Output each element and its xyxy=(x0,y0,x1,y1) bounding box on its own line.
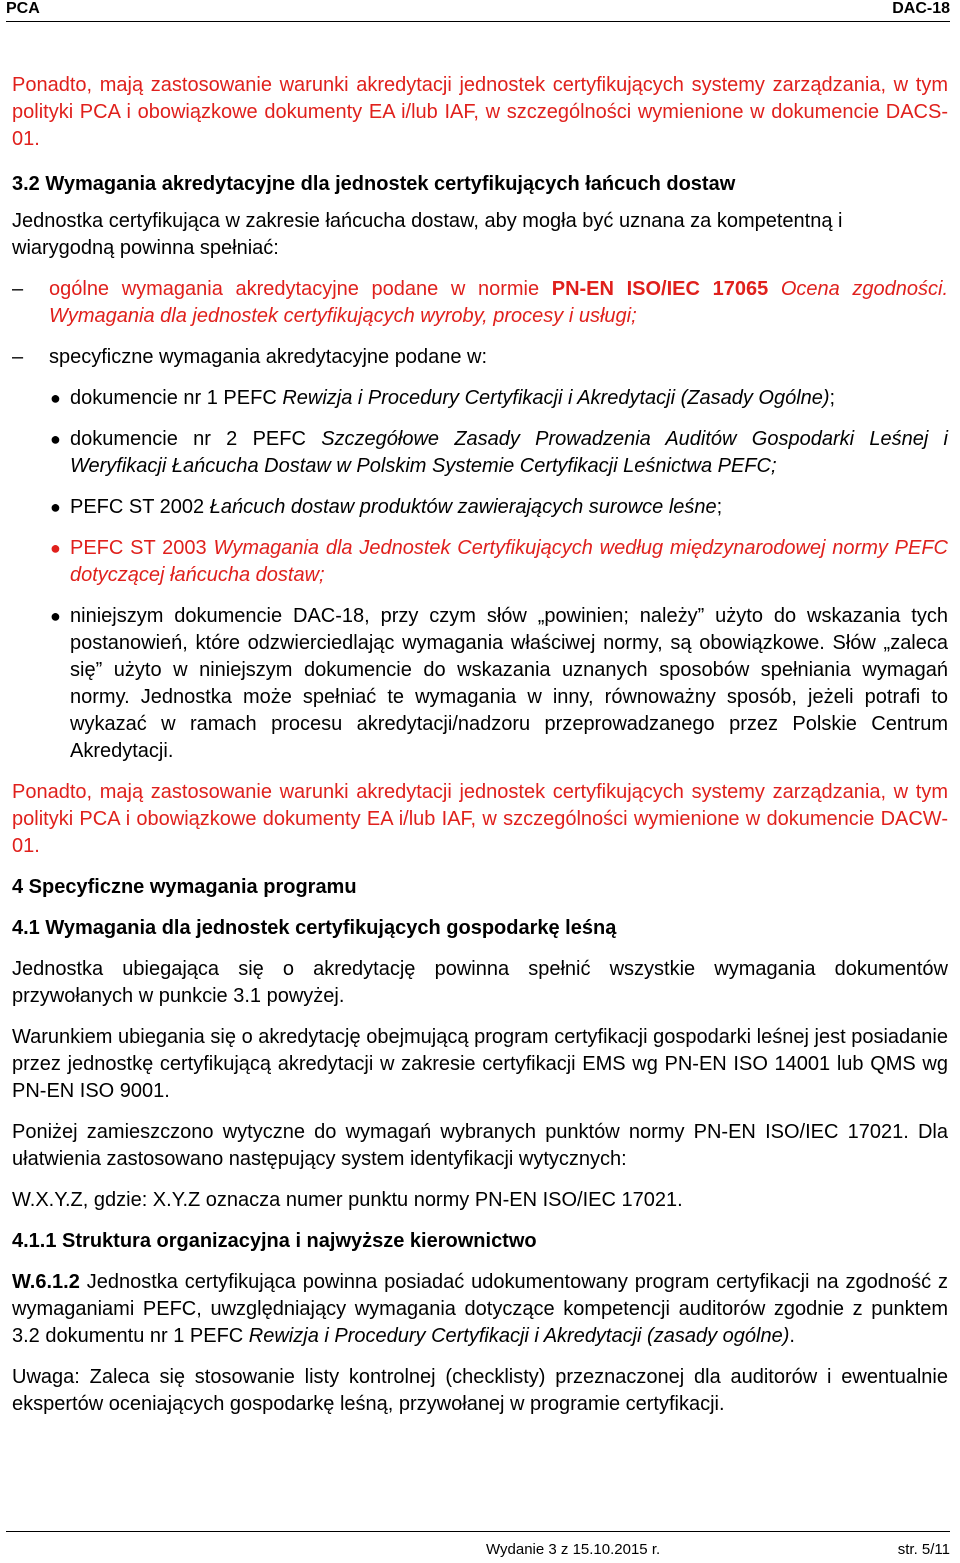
paragraph-dacw01: Ponadto, mają zastosowanie warunki akredytacji jednostek certyfikujących systemy zarządzania, w tym polityki PCA i obowiązkowe dokumenty EA i/lub IAF, w szczególności wymienione w dokumencie DACW-01. xyxy=(12,781,948,857)
page-footer xyxy=(6,1531,950,1558)
list-item-specific-requirements xyxy=(12,344,948,371)
text-part: ogólne wymagania akredytacyjne podane w normie xyxy=(49,278,552,300)
text-part: specyficzne wymagania akredytacyjne podane w: xyxy=(49,346,488,368)
text-standard: PN-EN ISO/IEC 17065 xyxy=(551,278,769,300)
heading-4-1: 4.1 Wymagania dla jednostek certyfikujących gospodarkę leśną xyxy=(12,917,617,939)
bullet-item-pefc-doc-1 xyxy=(12,385,948,412)
text-italic: Wymagania dla Jednostek Certyfikujących według międzynarodowej normy PEFC dotyczącej łańcucha dostaw; xyxy=(70,537,949,586)
dash-marker: – xyxy=(12,346,24,368)
paragraph-identification: W.X.Y.Z, gdzie: X.Y.Z oznacza numer punktu normy PN-EN ISO/IEC 17021. xyxy=(12,1189,683,1211)
bullet-item-pefc-st-2002 xyxy=(12,494,948,521)
text-italic: Szczegółowe Zasady Prowadzenia Auditów Gospodarki Leśnej i Weryfikacji Łańcucha Dostaw w Polskim Systemie Certyfikacji Leśnictwa PEFC; xyxy=(70,428,948,477)
footer-page-number: str. 5/11 xyxy=(897,1541,950,1558)
text-part: niniejszym dokumencie DAC-18, przy czym słów „powinien; należy” użyto do wskazania tych postanowień, które odzwierciedlając wymagania właściwej normy, są obowiązkowe. Słów „zaleca się” użyto w niniejszym dokumencie do wskazania uznanych sposobów spełniania wymagań normy. Jednostka może spełniać te wymagania w inny, równoważny sposób, jeżeli potrafi to wykazać w ramach procesu akredytacji/nadzoru przeprowadzanego przez Polskie Centrum Akredytacji. xyxy=(70,605,948,762)
text-part: ; xyxy=(716,496,723,518)
document-body xyxy=(12,72,948,1418)
text-part: ; xyxy=(829,387,836,409)
text-italic: Rewizja i Procedury Certyfikacji i Akredytacji (zasady ogólne) xyxy=(248,1325,790,1347)
text-standard-title: Ocena zgodności. Wymagania dla jednostek certyfikujących wyroby, procesy i usługi; xyxy=(49,278,949,327)
footer-rule xyxy=(6,1531,950,1532)
paragraph-condition: Warunkiem ubiegania się o akredytację obejmującą program certyfikacji gospodarki leśnej jest posiadanie przez jednostkę certyfikującą akredytacji w zakresie certyfikacji EMS wg PN-EN ISO 14001 lub QMS wg PN-EN ISO 9001. xyxy=(12,1026,948,1102)
clause-label: W.6.1.2 xyxy=(12,1271,80,1293)
bullet-marker: ● xyxy=(50,429,61,449)
text-part: Jednostka certyfikująca powinna posiadać udokumentowany program certyfikacji na zgodność z wymaganiami PEFC, uwzględniający wymagania dotyczące kompetencji auditorów zgodnie z punktem 3.2 dokumentu nr 1 PEFC xyxy=(12,1271,948,1347)
header-org: PCA xyxy=(6,0,40,17)
footer-edition: Wydanie 3 z 15.10.2015 r. xyxy=(486,1541,661,1558)
paragraph-w612 xyxy=(12,1269,948,1350)
paragraph-requirements: Jednostka ubiegająca się o akredytację powinna spełnić wszystkie wymagania dokumentów przywołanych w punkcie 3.1 powyżej. xyxy=(12,958,948,1007)
bullet-marker: ● xyxy=(50,388,61,408)
heading-4-1-1: 4.1.1 Struktura organizacyjna i najwyższe kierownictwo xyxy=(12,1230,537,1252)
list-item-general-requirements xyxy=(12,276,948,330)
bullet-marker: ● xyxy=(50,606,61,626)
text-part: . xyxy=(789,1325,795,1347)
bullet-marker: ● xyxy=(50,497,61,517)
text-part: PEFC ST 2003 xyxy=(70,537,214,559)
paragraph-dacs01: Ponadto, mają zastosowanie warunki akredytacji jednostek certyfikujących systemy zarządzania, w tym polityki PCA i obowiązkowe dokumenty EA i/lub IAF, w szczególności wymienione w dokumencie DACS-01. xyxy=(12,74,948,150)
page-header xyxy=(0,0,960,22)
bullet-item-pefc-doc-2 xyxy=(12,426,948,480)
bullet-marker: ● xyxy=(50,538,61,558)
text-italic: Rewizja i Procedury Certyfikacji i Akredytacji (Zasady Ogólne) xyxy=(282,387,830,409)
heading-4: 4 Specyficzne wymagania programu xyxy=(12,876,357,898)
heading-3-2: 3.2 Wymagania akredytacyjne dla jednostek certyfikujących łańcuch dostaw xyxy=(12,173,736,195)
bullet-item-dac-18 xyxy=(12,603,948,765)
text-italic: Łańcuch dostaw produktów zawierających surowce leśne xyxy=(209,496,717,518)
text-part: dokumencie nr 2 PEFC xyxy=(70,428,322,450)
header-rule xyxy=(6,21,950,22)
text-part: dokumencie nr 1 PEFC xyxy=(70,387,283,409)
dash-marker: – xyxy=(12,278,24,300)
header-doc-code: DAC-18 xyxy=(892,0,950,17)
bullet-item-pefc-st-2003 xyxy=(12,535,948,589)
paragraph-intro-supply-chain: Jednostka certyfikująca w zakresie łańcucha dostaw, aby mogła być uznana za kompetentną i wiarygodną powinna spełniać: xyxy=(12,210,843,259)
paragraph-guidelines: Poniżej zamieszczono wytyczne do wymagań wybranych punktów normy PN-EN ISO/IEC 17021. Dla ułatwienia zastosowano następujący system identyfikacji wytycznych: xyxy=(12,1121,948,1170)
paragraph-note: Uwaga: Zaleca się stosowanie listy kontrolnej (checklisty) przeznaczonej dla auditorów i ewentualnie ekspertów oceniających gospodarkę leśną, przywołanej w programie certyfikacji. xyxy=(12,1366,948,1415)
text-part: PEFC ST 2002 xyxy=(70,496,210,518)
